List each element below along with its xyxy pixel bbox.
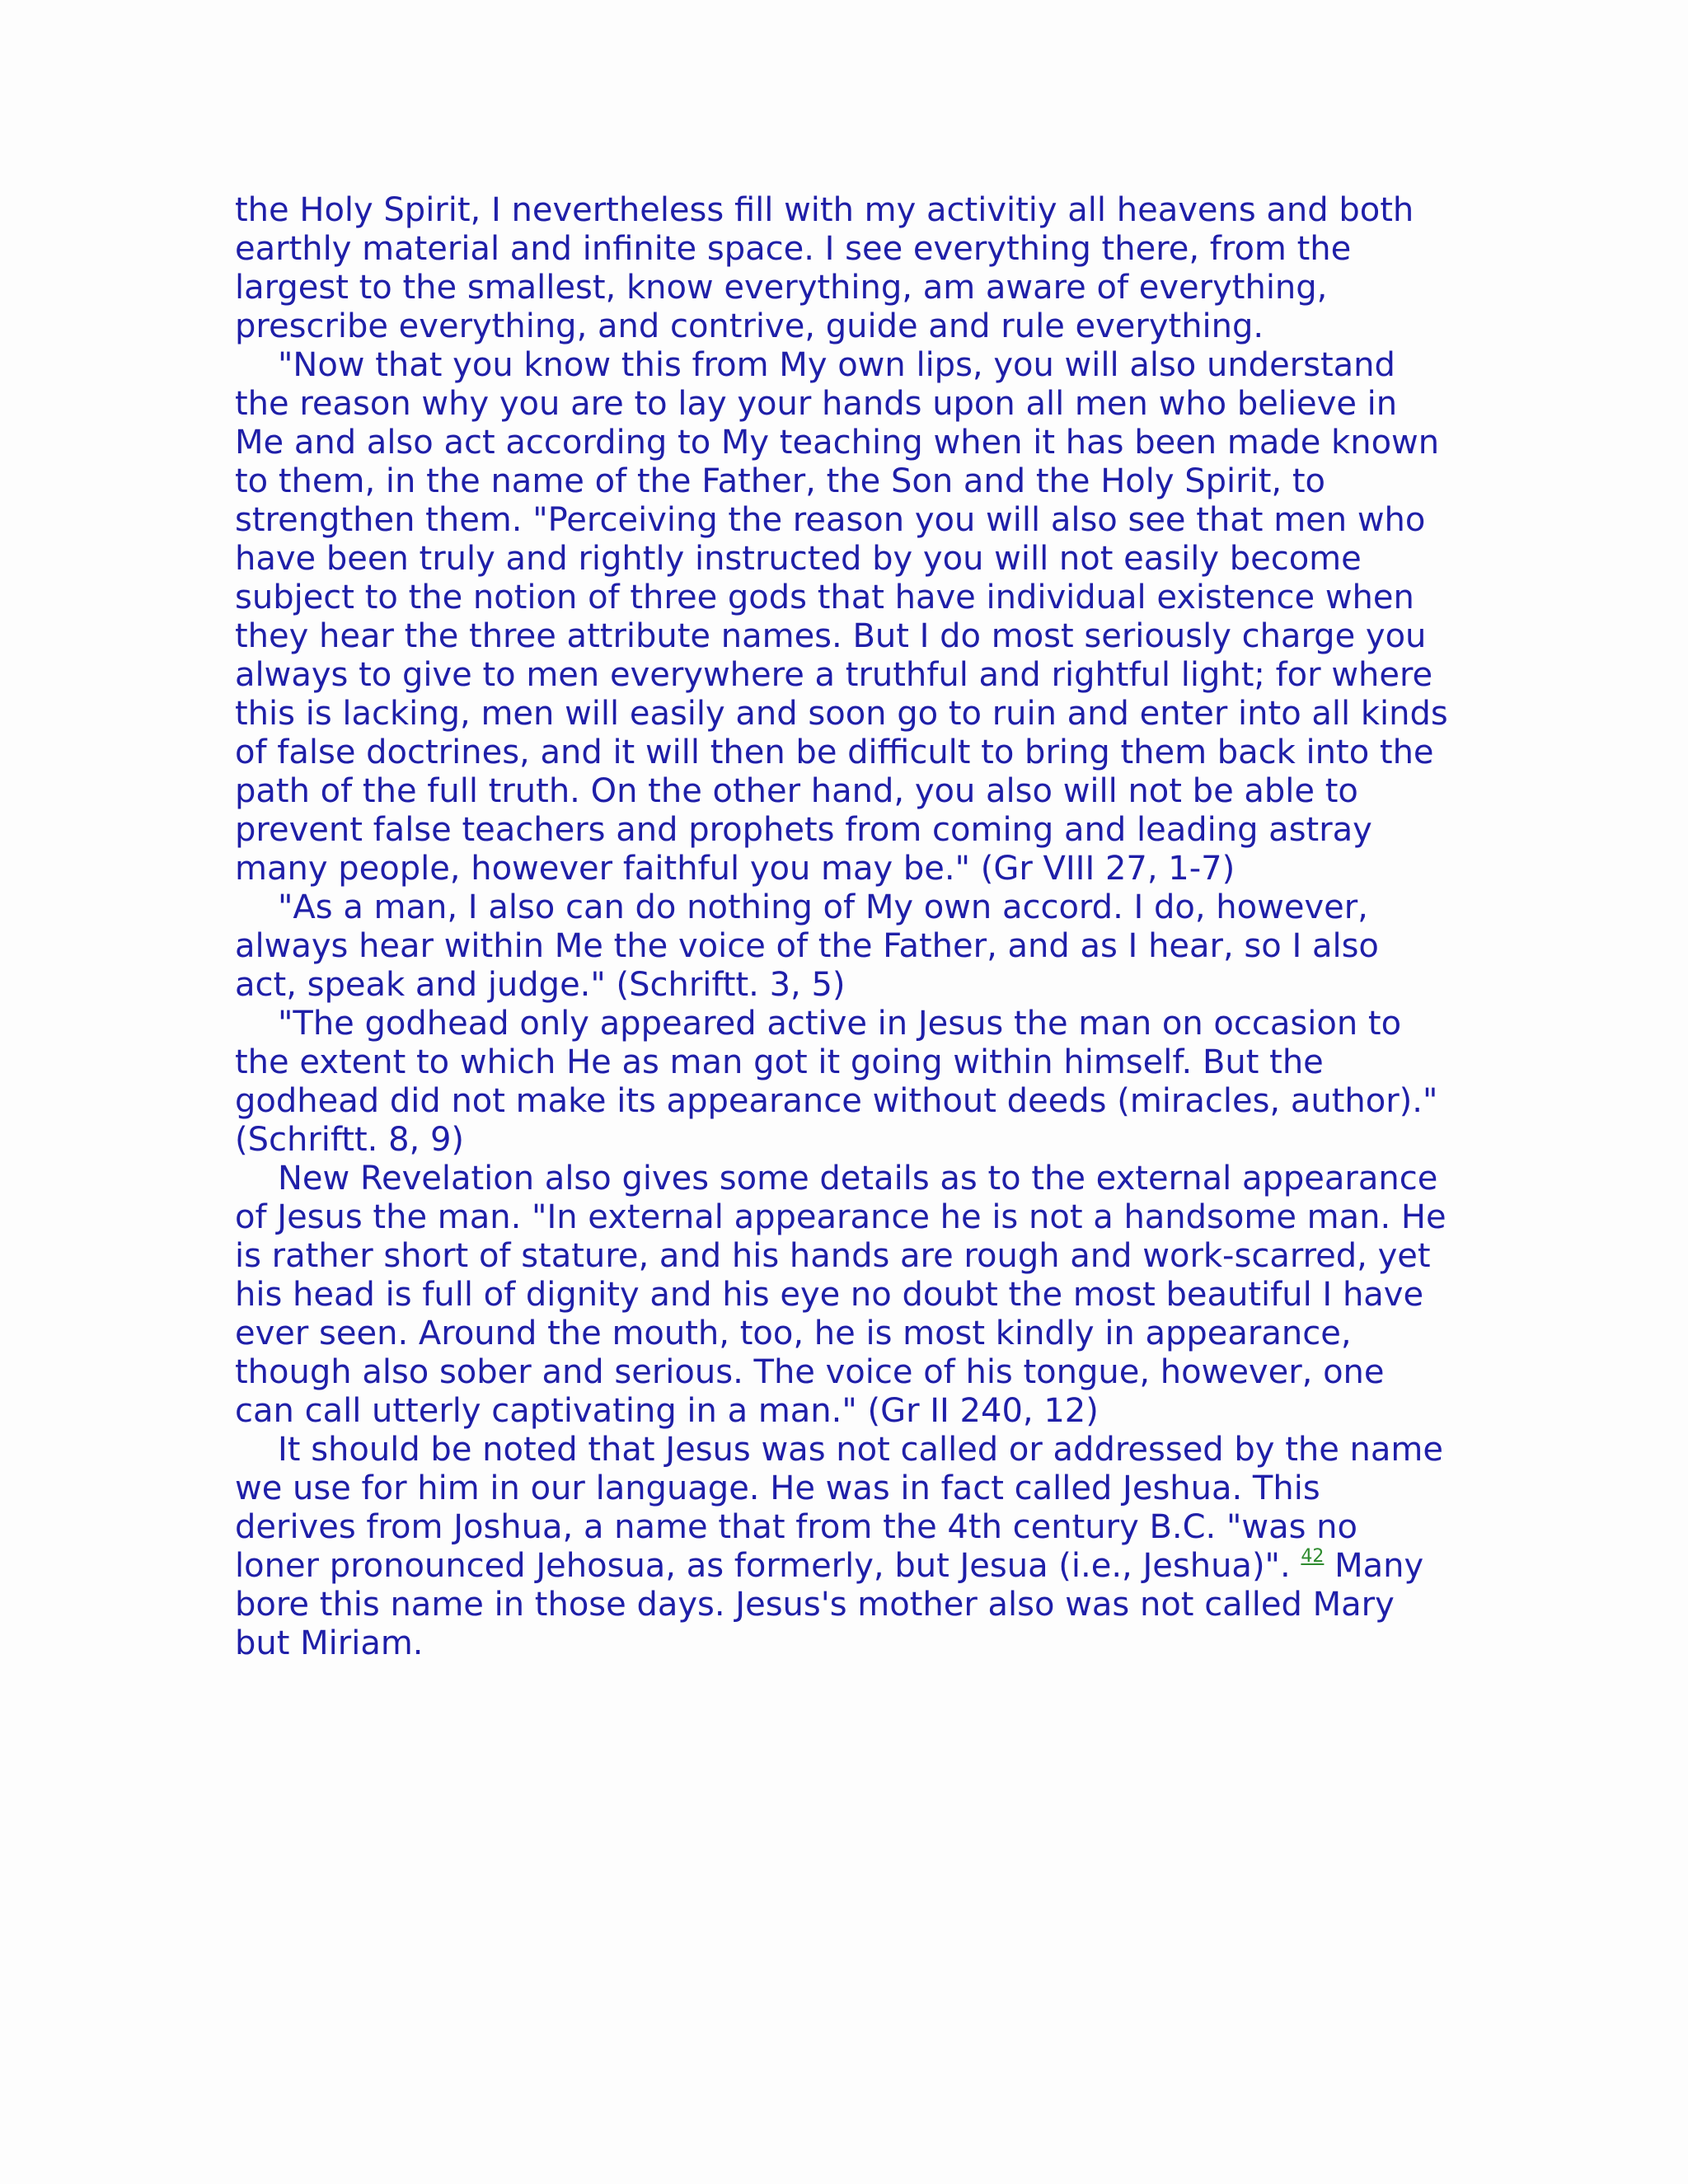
footnote-link-42[interactable]: 42 (1301, 1546, 1325, 1567)
paragraph-2: "Now that you know this from My own lips, you will also understand the reason why you are to lay your hands upon all men who believe in Me and also act according to My teaching when it has been made known to them, in the name of the Father, the Son and the Holy Spirit, to strengthen them. "Perceiving the reason you will also see that men who have been truly and rightly instructed by you will not easily become subject to the notion of three gods that have individual existence when they hear the three attribute names. But I do most seriously charge you always to give to men everywhere a truthful and rightful light; for where this is lacking, men will easily and soon go to ruin and enter into all kinds of false doctrines, and it will then be difficult to bring them back into the path of the full truth. On the other hand, you also will not be able to prevent false teachers and prophets from coming and leading astray many people, however faithful you may be." (Gr VIII 27, 1-7) (235, 346, 1448, 888)
paragraph-3: "As a man, I also can do nothing of My own accord. I do, however, always hear within Me the voice of the Father, and as I hear, so I also act, speak and judge." (Schriftt. 3, 5) (235, 888, 1379, 1004)
paragraph-6-text-after: Many bore this name in those days. Jesus's mother also was not called Mary but Miriam. (235, 1547, 1424, 1662)
paragraph-5: New Revelation also gives some details as to the external appearance of Jesus the man. "In external appearance he is not a handsome man. He is rather short of stature, and his hands are rough and work-scarred, yet his head is full of dignity and his eye no doubt the most beautiful I have ever seen. Around the mouth, too, he is most kindly in appearance, though also sober and serious. The voice of his tongue, however, one can call utterly captivating in a man." (Gr II 240, 12) (235, 1160, 1447, 1430)
paragraph-1: the Holy Spirit, I nevertheless fill with my activitiy all heavens and both earthly material and infinite space. I see everything there, from the largest to the smallest, know everything, am aware of everything, prescribe everything, and contrive, guide and rule everything. (235, 191, 1414, 345)
paragraph-4: "The godhead only appeared active in Jesus the man on occasion to the extent to which He as man got it going within himself. But the godhead did not make its appearance without deeds (miracles, author)." (Schriftt. 8, 9) (235, 1005, 1438, 1159)
document-page (235, 191, 1471, 1663)
paragraph-6 (235, 1431, 1471, 1663)
paragraph-6-text-before: It should be noted that Jesus was not called or addressed by the name we use for him in our language. He was in fact called Jeshua. This derives from Joshua, a name that from the 4th century B.C. "was no loner pronounced Jehosua, as formerly, but Jesua (i.e., Jeshua)". (235, 1431, 1443, 1585)
